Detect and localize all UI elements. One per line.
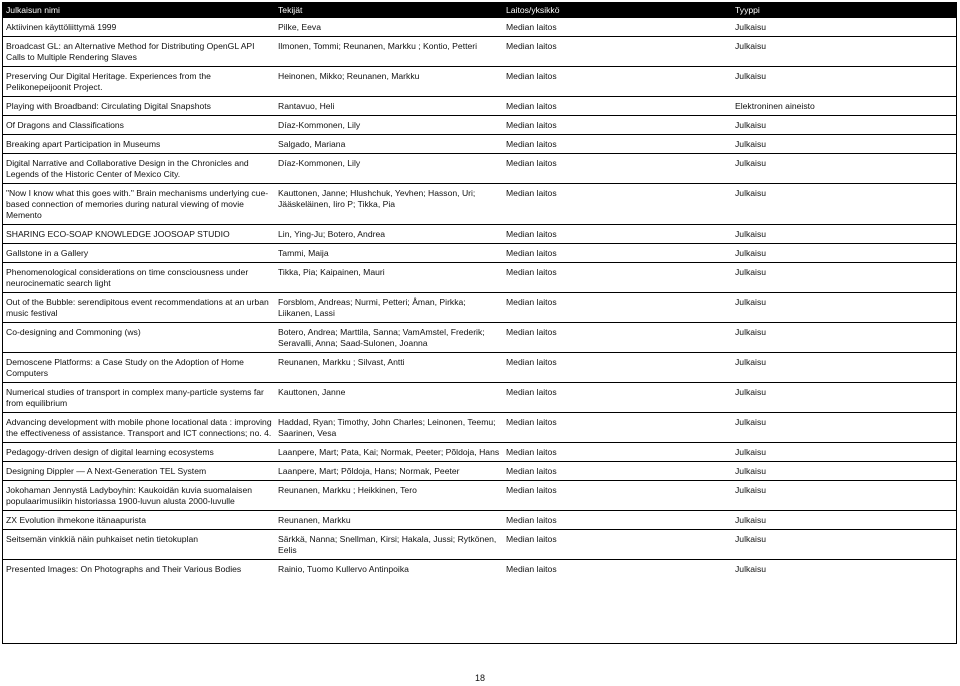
cell-type: Julkaisu: [735, 297, 767, 307]
table-row: [3, 530, 956, 560]
cell-unit: Median laitos: [506, 120, 557, 130]
table-row: [3, 154, 956, 184]
cell-authors: Kauttonen, Janne; Hlushchuk, Yevhen; Hasson, Uri; Jääskeläinen, Iiro P; Tikka, Pia: [278, 188, 476, 209]
table-row: [3, 462, 956, 481]
cell-authors: Díaz-Kommonen, Lily: [278, 158, 361, 168]
table-row: [3, 511, 956, 530]
cell-type: Julkaisu: [735, 22, 767, 32]
page-number: 18: [474, 673, 485, 683]
cell-authors: Reunanen, Markku ; Heikkinen, Tero: [278, 485, 417, 495]
cell-type: Julkaisu: [735, 120, 767, 130]
cell-type: Julkaisu: [735, 515, 767, 525]
cell-authors: Laanpere, Mart; Põldoja, Hans; Normak, Peeter: [278, 466, 460, 476]
cell-title: Out of the Bubble: serendipitous event recommendations at an urban music festival: [6, 297, 269, 318]
cell-authors: Rainio, Tuomo Kullervo Antinpoika: [278, 564, 409, 574]
cell-authors: Tikka, Pia; Kaipainen, Mauri: [278, 267, 385, 277]
column-header-title: Julkaisun nimi: [3, 3, 275, 18]
table-row: [3, 18, 956, 37]
cell-unit: Median laitos: [506, 229, 557, 239]
cell-title: Of Dragons and Classifications: [6, 120, 124, 130]
cell-authors: Tammi, Maija: [278, 248, 329, 258]
cell-type: Julkaisu: [735, 447, 767, 457]
cell-title: Aktiivinen käyttöliittymä 1999: [6, 22, 117, 32]
cell-title: Demoscene Platforms: a Case Study on the Adoption of Home Computers: [6, 357, 244, 378]
cell-unit: Median laitos: [506, 466, 557, 476]
cell-title: Seitsemän vinkkiä näin puhkaiset netin tietokuplan: [6, 534, 199, 544]
cell-unit: Median laitos: [506, 188, 557, 198]
cell-unit: Median laitos: [506, 515, 557, 525]
cell-unit: Median laitos: [506, 248, 557, 258]
cell-type: Elektroninen aineisto: [735, 101, 815, 111]
cell-type: Julkaisu: [735, 534, 767, 544]
table-header-row: [3, 3, 956, 18]
cell-type: Julkaisu: [735, 41, 767, 51]
cell-authors: Salgado, Mariana: [278, 139, 346, 149]
cell-title: Breaking apart Participation in Museums: [6, 139, 161, 149]
table-row: [3, 135, 956, 154]
cell-unit: Median laitos: [506, 158, 557, 168]
cell-authors: Díaz-Kommonen, Lily: [278, 120, 361, 130]
cell-unit: Median laitos: [506, 71, 557, 81]
cell-type: Julkaisu: [735, 466, 767, 476]
cell-type: Julkaisu: [735, 564, 767, 574]
cell-authors: Särkkä, Nanna; Snellman, Kirsi; Hakala, Jussi; Rytkönen, Eelis: [278, 534, 497, 555]
cell-unit: Median laitos: [506, 41, 557, 51]
table-row: [3, 293, 956, 323]
table-row: [3, 184, 956, 225]
cell-unit: Median laitos: [506, 417, 557, 427]
cell-unit: Median laitos: [506, 534, 557, 544]
cell-title: Broadcast GL: an Alternative Method for Distributing OpenGL API Calls to Multiple Rendering Slaves: [6, 41, 255, 62]
cell-authors: Kauttonen, Janne: [278, 387, 346, 397]
cell-unit: Median laitos: [506, 327, 557, 337]
table-row: [3, 263, 956, 293]
publications-table: [3, 3, 956, 578]
cell-title: Pedagogy-driven design of digital learning ecosystems: [6, 447, 214, 457]
table-row: [3, 443, 956, 462]
cell-type: Julkaisu: [735, 267, 767, 277]
cell-authors: Reunanen, Markku: [278, 515, 351, 525]
cell-unit: Median laitos: [506, 139, 557, 149]
table-row: [3, 413, 956, 443]
cell-type: Julkaisu: [735, 485, 767, 495]
cell-unit: Median laitos: [506, 485, 557, 495]
table-row: [3, 37, 956, 67]
cell-type: Julkaisu: [735, 229, 767, 239]
table-row: [3, 244, 956, 263]
cell-title: Playing with Broadband: Circulating Digital Snapshots: [6, 101, 211, 111]
cell-type: Julkaisu: [735, 248, 767, 258]
cell-type: Julkaisu: [735, 327, 767, 337]
cell-title: Phenomenological considerations on time consciousness under neurocinematic search light: [6, 267, 249, 288]
table-row: [3, 383, 956, 413]
table-row: [3, 97, 956, 116]
cell-authors: Lin, Ying-Ju; Botero, Andrea: [278, 229, 386, 239]
table-row: [3, 353, 956, 383]
cell-authors: Heinonen, Mikko; Reunanen, Markku: [278, 71, 420, 81]
document-frame: [2, 2, 957, 644]
cell-unit: Median laitos: [506, 447, 557, 457]
cell-authors: Pilke, Eeva: [278, 22, 321, 32]
cell-authors: Ilmonen, Tommi; Reunanen, Markku ; Kontio, Petteri: [278, 41, 478, 51]
cell-unit: Median laitos: [506, 101, 557, 111]
cell-authors: Botero, Andrea; Marttila, Sanna; VamAmstel, Frederik; Seravalli, Anna; Saad-Sulonen, Joanna: [278, 327, 485, 348]
cell-authors: Haddad, Ryan; Timothy, John Charles; Leinonen, Teemu; Saarinen, Vesa: [278, 417, 496, 438]
table-row: [3, 67, 956, 97]
cell-title: ZX Evolution ihmekone itänaapurista: [6, 515, 146, 525]
cell-title: Co-designing and Commoning (ws): [6, 327, 141, 337]
cell-unit: Median laitos: [506, 22, 557, 32]
cell-title: Presented Images: On Photographs and Their Various Bodies: [6, 564, 242, 574]
cell-type: Julkaisu: [735, 387, 767, 397]
cell-title: Digital Narrative and Collaborative Design in the Chronicles and Legends of the Historic Center of Mexico City.: [6, 158, 249, 179]
cell-title: Advancing development with mobile phone locational data : improving the effectiveness of assistance. Transport and ICT connections; no. 4.: [6, 417, 272, 438]
cell-type: Julkaisu: [735, 417, 767, 427]
cell-type: Julkaisu: [735, 139, 767, 149]
cell-title: Gallstone in a Gallery: [6, 248, 89, 258]
cell-title: Numerical studies of transport in complex many-particle systems far from equilibrium: [6, 387, 264, 408]
cell-authors: Reunanen, Markku ; Silvast, Antti: [278, 357, 405, 367]
column-header-unit: Laitos/yksikkö: [503, 3, 732, 18]
column-header-authors: Tekijät: [275, 3, 503, 18]
table-row: [3, 481, 956, 511]
column-header-type: Tyyppi: [732, 3, 956, 18]
cell-type: Julkaisu: [735, 158, 767, 168]
cell-unit: Median laitos: [506, 357, 557, 367]
table-row: [3, 225, 956, 244]
cell-authors: Laanpere, Mart; Pata, Kai; Normak, Peeter; Põldoja, Hans: [278, 447, 500, 457]
table-row: [3, 560, 956, 579]
cell-type: Julkaisu: [735, 188, 767, 198]
table-row: [3, 323, 956, 353]
cell-unit: Median laitos: [506, 387, 557, 397]
cell-title: Preserving Our Digital Heritage. Experiences from the Pelikonepeijoonit Project.: [6, 71, 211, 92]
cell-authors: Rantavuo, Heli: [278, 101, 335, 111]
table-row: [3, 116, 956, 135]
cell-unit: Median laitos: [506, 267, 557, 277]
cell-type: Julkaisu: [735, 357, 767, 367]
cell-authors: Forsblom, Andreas; Nurmi, Petteri; Åman, Pirkka; Liikanen, Lassi: [278, 297, 466, 318]
cell-title: SHARING ECO-SOAP KNOWLEDGE JOOSOAP STUDIO: [6, 229, 230, 239]
cell-unit: Median laitos: [506, 564, 557, 574]
cell-title: Jokohaman Jennystä Ladyboyhin: Kaukoidän kuvia suomalaisen populaarimusiikin historiassa 1900-luvun alusta 2000-luvulle: [6, 485, 253, 506]
cell-title: "Now I know what this goes with." Brain mechanisms underlying cue-based connection of memories during natural viewing of movie Memento: [6, 188, 269, 220]
cell-title: Designing Dippler — A Next-Generation TEL System: [6, 466, 207, 476]
cell-unit: Median laitos: [506, 297, 557, 307]
cell-type: Julkaisu: [735, 71, 767, 81]
